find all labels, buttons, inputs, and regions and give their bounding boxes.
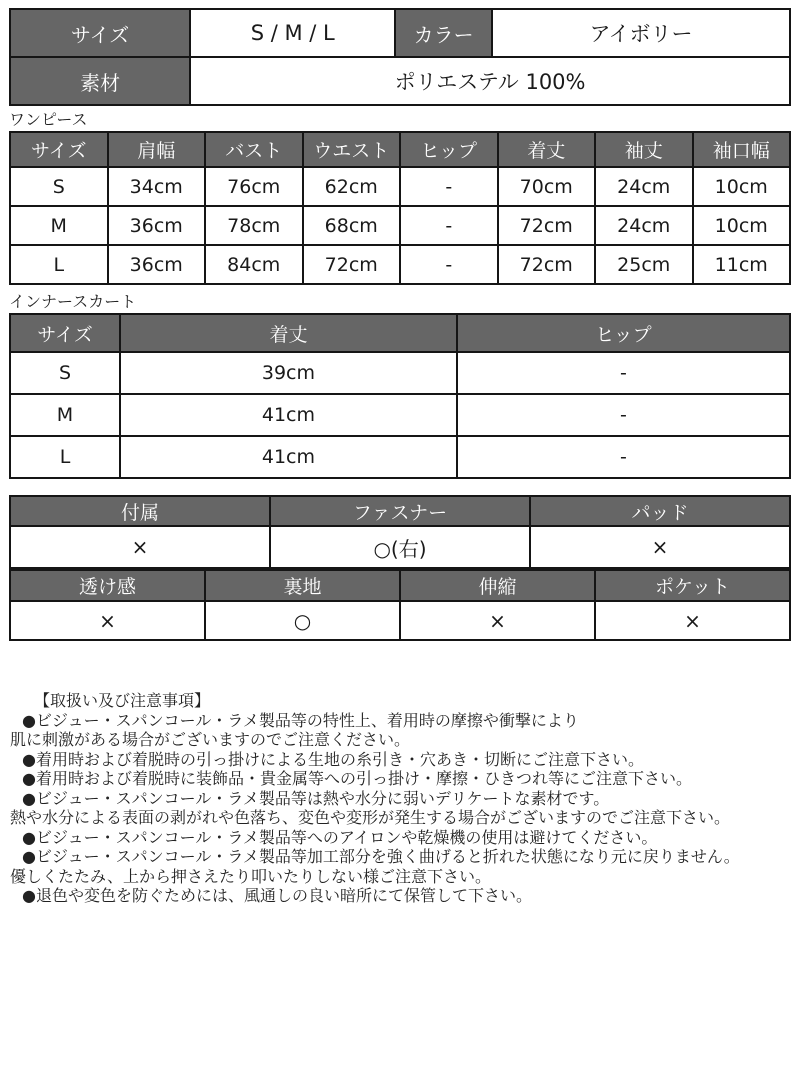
- inner-skirt-cell: -: [457, 352, 790, 394]
- color-label-cell: カラー: [395, 9, 492, 57]
- table-header-row: [10, 314, 790, 352]
- table-header-row: [10, 570, 790, 601]
- table-row: [10, 526, 790, 568]
- onepiece-header-cell: ヒップ: [400, 132, 498, 167]
- care-note-line: ●退色や変色を防ぐためには、風通しの良い暗所にて保管して下さい。: [22, 886, 532, 905]
- onepiece-cell: 10cm: [693, 167, 791, 206]
- inner-skirt-header-cell: 着丈: [120, 314, 457, 352]
- feature-value-cell: ×: [400, 601, 595, 640]
- onepiece-header-cell: 肩幅: [108, 132, 206, 167]
- feature-value-cell: ×: [10, 601, 205, 640]
- onepiece-cell: 72cm: [498, 245, 596, 284]
- inner-skirt-cell: -: [457, 436, 790, 478]
- features-table-2: [9, 569, 791, 641]
- care-note-line: ●ビジュー・スパンコール・ラメ製品等加工部分を強く曲げると折れた状態になり元に戻りません。: [22, 847, 740, 866]
- feature-header-cell: ファスナー: [270, 496, 530, 526]
- feature-header-cell: 伸縮: [400, 570, 595, 601]
- material-value-cell: ポリエステル 100%: [190, 57, 790, 105]
- color-value-cell: アイボリー: [492, 9, 790, 57]
- table-row: [10, 394, 790, 436]
- onepiece-cell: -: [400, 245, 498, 284]
- table-row: [10, 57, 790, 105]
- inner-skirt-cell: M: [10, 394, 120, 436]
- onepiece-header-cell: 着丈: [498, 132, 596, 167]
- feature-value-cell: ○(右): [270, 526, 530, 568]
- table-row: [10, 206, 790, 245]
- features-table-1: [9, 495, 791, 569]
- onepiece-cell: 84cm: [205, 245, 303, 284]
- onepiece-cell: 72cm: [498, 206, 596, 245]
- onepiece-cell: -: [400, 206, 498, 245]
- feature-header-cell: 裏地: [205, 570, 400, 601]
- table-header-row: [10, 132, 790, 167]
- onepiece-cell: 70cm: [498, 167, 596, 206]
- onepiece-header-cell: 袖口幅: [693, 132, 791, 167]
- onepiece-cell: 36cm: [108, 206, 206, 245]
- care-note-line: ●着用時および着脱時の引っ掛けによる生地の糸引き・穴あき・切断にご注意下さい。: [22, 749, 644, 769]
- size-value-cell: S / M / L: [190, 9, 395, 57]
- inner-skirt-cell: L: [10, 436, 120, 478]
- onepiece-header-cell: サイズ: [10, 132, 108, 167]
- onepiece-cell: 68cm: [303, 206, 401, 245]
- care-note-line: ●ビジュー・スパンコール・ラメ製品等の特性上、着用時の摩擦や衝撃により: [22, 710, 579, 730]
- onepiece-header-cell: バスト: [205, 132, 303, 167]
- feature-header-cell: 透け感: [10, 570, 205, 601]
- table-row: [10, 167, 790, 206]
- inner-skirt-cell: -: [457, 394, 790, 436]
- inner-skirt-cell: 41cm: [120, 436, 457, 478]
- onepiece-cell: -: [400, 167, 498, 206]
- onepiece-size-table: [9, 131, 791, 285]
- product-info-table: [9, 8, 791, 106]
- inner-skirt-section-label: インナースカート: [9, 292, 137, 311]
- onepiece-cell: L: [10, 245, 108, 284]
- onepiece-cell: 25cm: [595, 245, 693, 284]
- onepiece-cell: 11cm: [693, 245, 791, 284]
- onepiece-cell: 10cm: [693, 206, 791, 245]
- onepiece-cell: M: [10, 206, 108, 245]
- table-row: [10, 352, 790, 394]
- feature-header-cell: 付属: [10, 496, 270, 526]
- feature-value-cell: ×: [10, 526, 270, 568]
- onepiece-cell: 36cm: [108, 245, 206, 284]
- size-label-cell: サイズ: [10, 9, 190, 57]
- inner-skirt-cell: 41cm: [120, 394, 457, 436]
- inner-skirt-header-cell: サイズ: [10, 314, 120, 352]
- onepiece-cell: 78cm: [205, 206, 303, 245]
- inner-skirt-header-cell: ヒップ: [457, 314, 790, 352]
- table-row: [10, 245, 790, 284]
- onepiece-cell: 24cm: [595, 206, 693, 245]
- inner-skirt-cell: 39cm: [120, 352, 457, 394]
- inner-skirt-cell: S: [10, 352, 120, 394]
- onepiece-header-cell: ウエスト: [303, 132, 401, 167]
- care-note-line: 熱や水分による表面の剥がれや色落ち、変色や変形が発生する場合がございますのでご注意下さい。: [10, 808, 731, 827]
- onepiece-cell: 24cm: [595, 167, 693, 206]
- table-row: [10, 9, 790, 57]
- onepiece-cell: 76cm: [205, 167, 303, 206]
- material-label-cell: 素材: [10, 57, 190, 105]
- feature-value-cell: ×: [530, 526, 790, 568]
- table-row: [10, 436, 790, 478]
- table-row: [10, 601, 790, 640]
- onepiece-cell: S: [10, 167, 108, 206]
- table-header-row: [10, 496, 790, 526]
- care-notes-title: 【取扱い及び注意事項】: [34, 691, 211, 710]
- feature-header-cell: パッド: [530, 496, 790, 526]
- onepiece-cell: 62cm: [303, 167, 401, 206]
- care-note-line: ●ビジュー・スパンコール・ラメ製品等は熱や水分に弱いデリケートな素材です。: [22, 788, 610, 808]
- onepiece-section-label: ワンピース: [9, 110, 88, 129]
- care-note-line: ●着用時および着脱時に装飾品・貴金属等への引っ掛け・摩擦・ひきつれ等にご注意下さい。: [22, 769, 692, 788]
- care-note-line: 肌に刺激がある場合がございますのでご注意ください。: [10, 730, 411, 749]
- care-note-line: 優しくたたみ、上から押さえたり叩いたりしない様ご注意下さい。: [10, 866, 491, 886]
- inner-skirt-size-table: [9, 313, 791, 479]
- onepiece-header-cell: 袖丈: [595, 132, 693, 167]
- feature-header-cell: ポケット: [595, 570, 790, 601]
- onepiece-cell: 34cm: [108, 167, 206, 206]
- care-note-line: ●ビジュー・スパンコール・ラメ製品等へのアイロンや乾燥機の使用は避けてください。: [22, 827, 658, 847]
- feature-value-cell: ×: [595, 601, 790, 640]
- care-notes: [9, 691, 791, 906]
- feature-value-cell: ○: [205, 601, 400, 640]
- onepiece-cell: 72cm: [303, 245, 401, 284]
